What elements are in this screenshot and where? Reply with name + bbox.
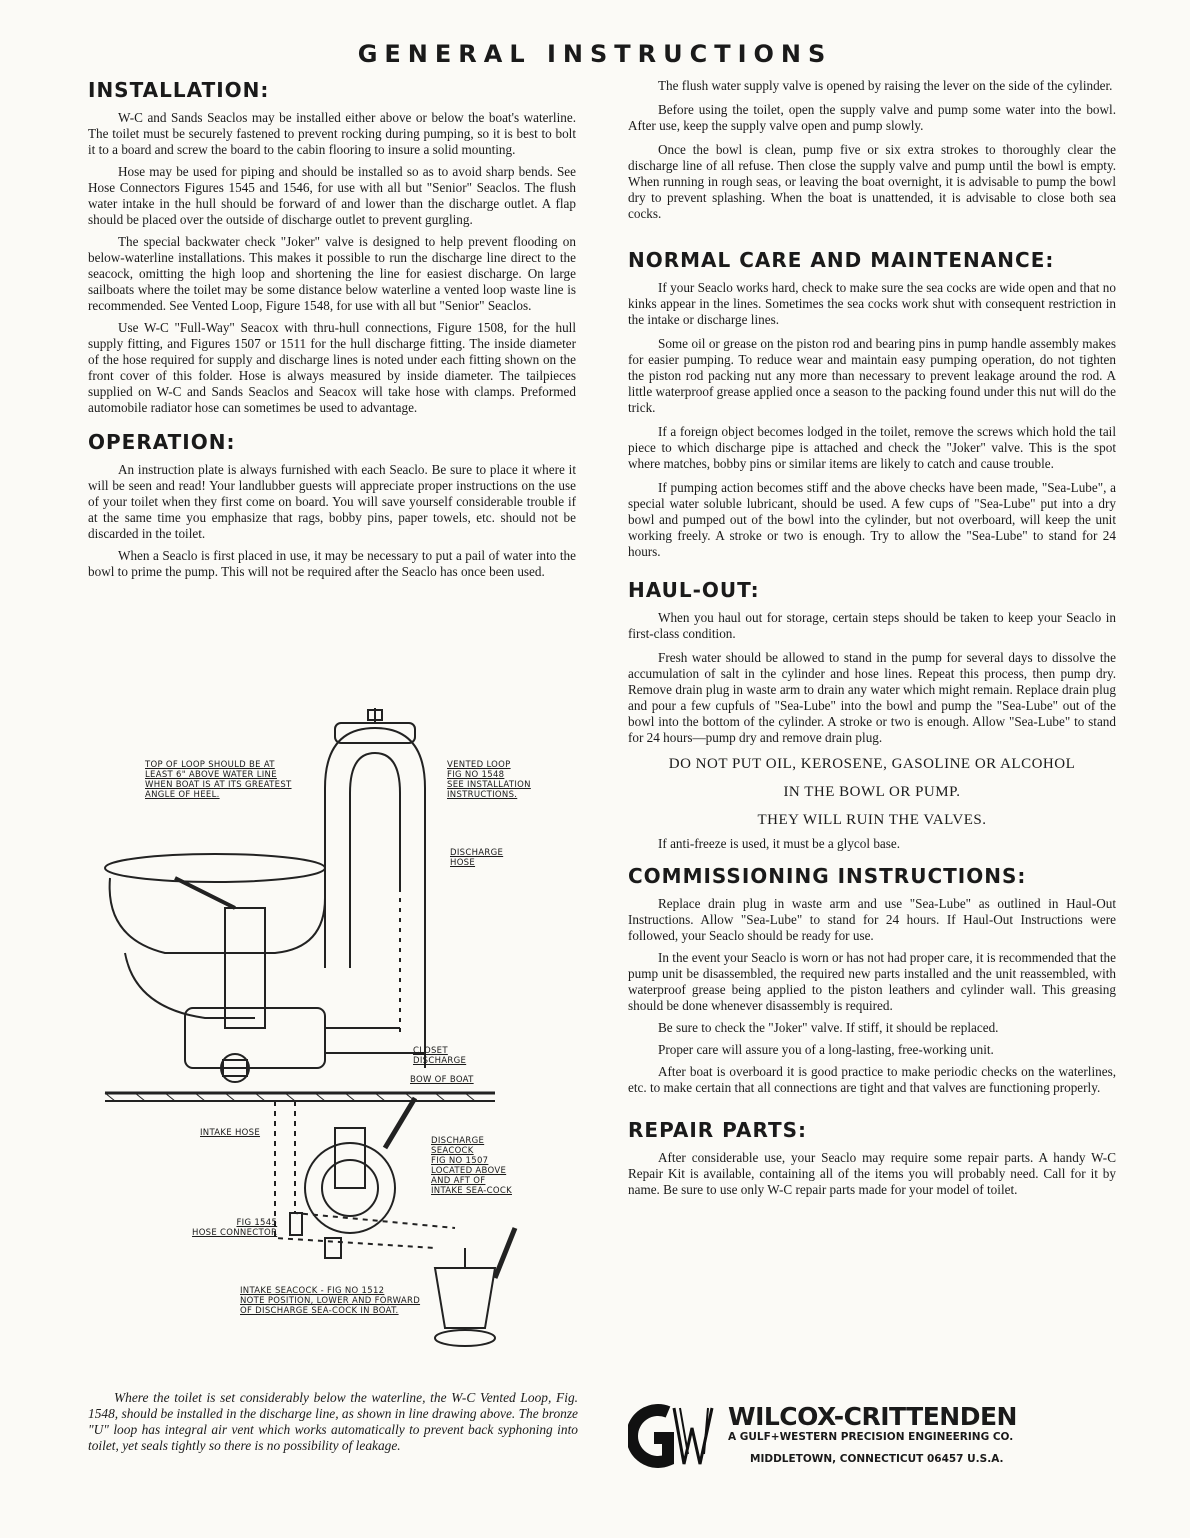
- installation-paragraph: The special backwater check "Joker" valve is designed to help prevent flooding on below-waterline installations. This makes it possible to run the discharge line direct to the seacock, omitting the high loop and shortening the line for easiest discharge. On large sailboats where the toilet may be some distance below waterline a vented loop waste line is recommended. See Vented Loop, Figure 1548, for use with all but "Senior" Seaclos.: [88, 234, 576, 313]
- installation-paragraph: Hose may be used for piping and should be installed so as to avoid sharp bends. See Hose Connectors Figures 1545 and 1546, for use with all but "Senior" Seaclos. The flush water intake in the hull should be forward of and lower than the discharge outlet. A flap should be placed over the outside of discharge outlet to prevent gurgling.: [88, 164, 576, 227]
- commissioning-paragraph: Replace drain plug in waste arm and use "Sea-Lube" as outlined in Haul-Out Instructions. Allow "Sea-Lube" to stand for 24 hours. If Haul-Out Instructions were followed, your Seaclo should be ready for use.: [628, 896, 1116, 943]
- warning-line: IN THE BOWL OR PUMP.: [783, 784, 961, 800]
- haulout-paragraph: Fresh water should be allowed to stand in the pump for several days to dissolve the accumulation of salt in the cylinder and hose lines. Repeat this process, then pump dry. Remove drain plug in waste arm to drain any water which might remain. Replace drain plug and pour a few cupfuls of "Sea-Lube" into the bowl and pump the "Sea-Lube" out of the bowl into the bottom of the cylinder. A stroke or two is enough. Allow "Sea-Lube" to stand for 24 hours—pump dry and remove drain plug.: [628, 650, 1116, 745]
- page-title: GENERAL INSTRUCTIONS: [357, 40, 833, 68]
- label-bow-of-boat: BOW OF BOAT: [410, 1075, 474, 1085]
- left-column: [88, 78, 576, 586]
- commissioning-heading: COMMISSIONING INSTRUCTIONS:: [628, 864, 1027, 888]
- operation-paragraph: When a Seaclo is first placed in use, it may be necessary to put a pail of water into the bowl to prime the pump. This will not be required after the Seaclo has once been used.: [88, 548, 576, 579]
- warning-line: THEY WILL RUIN THE VALVES.: [757, 812, 987, 828]
- commissioning-paragraph: Be sure to check the "Joker" valve. If stiff, it should be replaced.: [658, 1020, 999, 1035]
- care-heading: NORMAL CARE AND MAINTENANCE:: [628, 248, 1055, 272]
- company-subtitle: A GULF+WESTERN PRECISION ENGINEERING CO.: [728, 1431, 1014, 1443]
- label-vented-loop: VENTED LOOP FIG NO 1548 SEE INSTALLATION INSTRUCTIONS.: [447, 760, 531, 800]
- installation-diagram: [95, 708, 585, 1388]
- diagram-caption: Where the toilet is set considerably below the waterline, the W-C Vented Loop, Fig. 1548, should be installed in the discharge line, as shown in line drawing above. The bronze "U" loop has integral air vent which works automatically to prevent back syphoning into toilet, yet seals tightly so there is no possibility of leakage.: [88, 1390, 578, 1453]
- operation-paragraph: The flush water supply valve is opened by raising the lever on the side of the cylinder.: [658, 78, 1113, 93]
- commissioning-paragraph: After boat is overboard it is good practice to make periodic checks on the waterlines, etc. to make certain that all connections are tight and that valves are functioning properly.: [628, 1064, 1116, 1095]
- haulout-paragraph: When you haul out for storage, certain steps should be taken to keep your Seaclo in first-class condition.: [628, 610, 1116, 641]
- label-closet-discharge: CLOSET DISCHARGE: [413, 1046, 467, 1066]
- wilcox-crittenden-logo: [628, 1398, 1088, 1478]
- installation-paragraph: Use W-C "Full-Way" Seacox with thru-hull connections, Figure 1508, for the hull supply fitting, and Figures 1507 or 1511 for the hull discharge fitting. The inside diameter of the hose required for supply and discharge lines is noted under each fitting shown on the front cover of this folder. Hose is always measured by inside diameter. The tailpieces supplied on W-C and Sands Seaclos and Seacox will take hose with clamps. Preformed automobile radiator hose can sometimes be used to advantage.: [88, 320, 576, 415]
- antifreeze-note: If anti-freeze is used, it must be a glycol base.: [658, 836, 901, 851]
- care-paragraph: If pumping action becomes stiff and the above checks have been made, "Sea-Lube", a special water soluble lubricant, should be used. A few cups of "Sea-Lube" put into a dry bowl and pumped out of the bowl into the cylinder, but not overboard, will keep the unit working freely. A stroke or two is enough. Try to allow the "Sea-Lube" to stand for 24 hours.: [628, 480, 1116, 559]
- company-address: MIDDLETOWN, CONNECTICUT 06457 U.S.A.: [750, 1453, 1004, 1465]
- care-paragraph: Some oil or grease on the piston rod and bearing pins in pump handle assembly makes for easier pumping. To reduce wear and maintain easy pumping operation, do not tighten the piston rod packing nut any more than necessary to prevent leakage around the rod. A little waterproof grease applied once a season to the packing found under this nut will do the trick.: [628, 336, 1116, 415]
- label-discharge-hose: DISCHARGE HOSE: [450, 848, 504, 868]
- installation-paragraph: W-C and Sands Seaclos may be installed either above or below the boat's waterline. The toilet must be securely fastened to prevent rocking during pumping, so it is best to bolt it to a board and screw the board to the cabin flooring to insure a solid mounting.: [88, 110, 576, 157]
- operation-paragraph: Once the bowl is clean, pump five or six extra strokes to thoroughly clear the discharge line of all refuse. Then close the supply valve and pump until the bowl is empty. When running in rough seas, or leaving the boat overnight, it is advisable to pump the bowl dry to prevent splashing. When the boat is unattended, it is advisable to close both sea cocks.: [628, 142, 1116, 221]
- care-paragraph: If a foreign object becomes lodged in the toilet, remove the screws which hold the tail piece to which discharge pipe is attached and check the "Joker" valve. This is the spot where matches, bobby pins or similar items are likely to catch and cause trouble.: [628, 424, 1116, 471]
- label-fig-1545: FIG 1545 HOSE CONNECTOR: [192, 1218, 278, 1238]
- label-top-of-loop: TOP OF LOOP SHOULD BE AT LEAST 6" ABOVE WATER LINE WHEN BOAT IS AT ITS GREATEST ANGLE OF HEEL.: [145, 760, 292, 800]
- repair-paragraph: After considerable use, your Seaclo may require some repair parts. A handy W-C Repair Kit is available, containing all of the items you will probably need. Call for it by name. Be sure to use only W-C repair parts made for your model of toilet.: [628, 1150, 1116, 1197]
- repair-heading: REPAIR PARTS:: [628, 1118, 808, 1142]
- haulout-heading: HAUL-OUT:: [628, 578, 760, 602]
- right-column: [628, 78, 1116, 1204]
- gw-logo-mark: [628, 1398, 720, 1474]
- operation-paragraph: Before using the toilet, open the supply valve and pump some water into the bowl. After use, keep the supply valve open and pump slowly.: [628, 102, 1116, 133]
- installation-heading: INSTALLATION:: [88, 78, 270, 102]
- warning-line: DO NOT PUT OIL, KEROSENE, GASOLINE OR ALCOHOL: [668, 756, 1076, 772]
- commissioning-paragraph: In the event your Seaclo is worn or has not had proper care, it is recommended that the pump unit be disassembled, the required new parts installed and the unit reassembled, with waterproof grease being applied to the piston leathers and cylinder wall. This greasing should be done whenever disassembly is required.: [628, 950, 1116, 1013]
- commissioning-paragraph: Proper care will assure you of a long-lasting, free-working unit.: [658, 1042, 994, 1057]
- care-paragraph: If your Seaclo works hard, check to make sure the sea cocks are wide open and that no kinks appear in the lines. Sometimes the sea cocks work shut with consequent restriction in the intake or discharge lines.: [628, 280, 1116, 327]
- label-intake-hose: INTAKE HOSE: [200, 1128, 261, 1138]
- label-discharge-seacock: DISCHARGE SEACOCK FIG NO 1507 LOCATED ABOVE AND AFT OF INTAKE SEA-COCK: [431, 1136, 512, 1196]
- company-name: WILCOX-CRITTENDEN: [728, 1402, 1017, 1431]
- operation-paragraph: An instruction plate is always furnished with each Seaclo. Be sure to place it where it will be seen and read! Your landlubber guests will appreciate proper instructions on the use of your toilet when they first come on board. You will save yourself considerable trouble if at the same time you emphasize that rags, bobby pins, paper towels, etc. should not be discarded in the toilet.: [88, 462, 576, 541]
- operation-heading: OPERATION:: [88, 430, 236, 454]
- label-intake-seacock: INTAKE SEACOCK - FIG NO 1512 NOTE POSITION, LOWER AND FORWARD OF DISCHARGE SEA-COCK IN BOAT.: [240, 1286, 421, 1316]
